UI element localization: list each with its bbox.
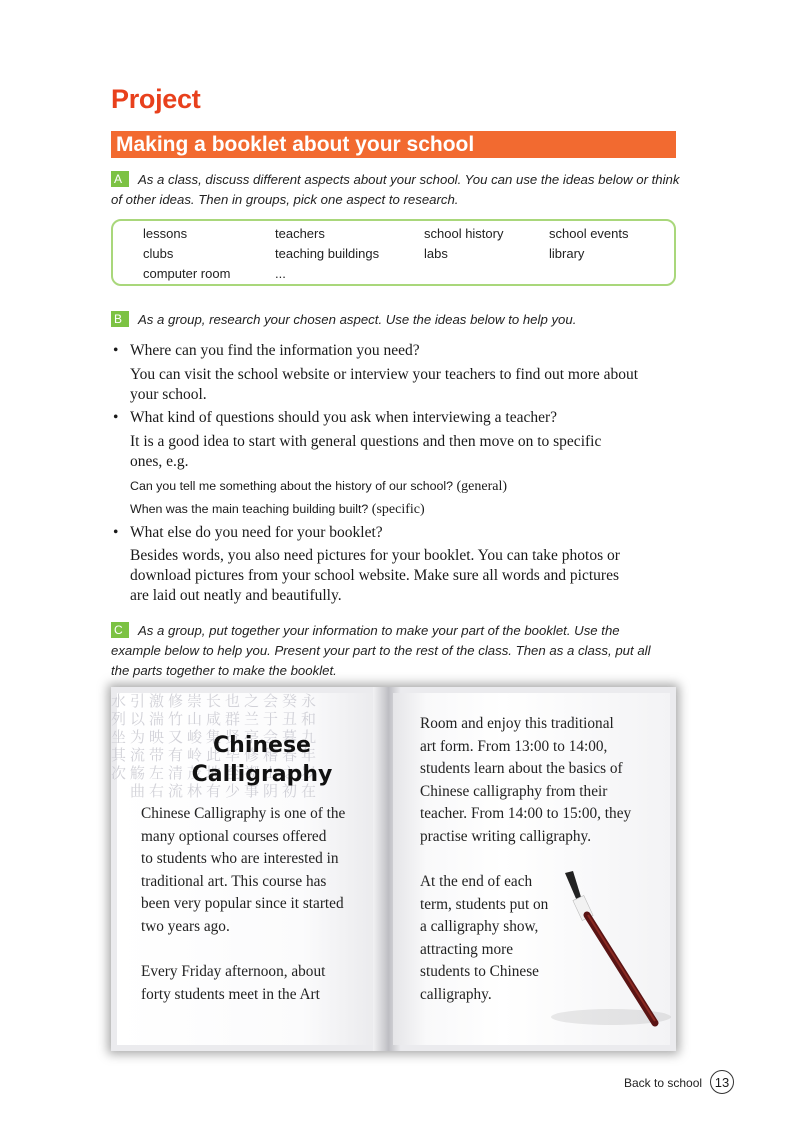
idea-item: school history [424,226,504,241]
booklet-left-page [109,693,382,1045]
step-c-instruction: C As a group, put together your information to make your part of the booklet. Use the example below to help you. Present your part to the rest of the class. Then as a class, put all the parts together to make the booklet. [111,623,651,678]
step-a-instruction [111,170,681,210]
booklet-right-paragraph-2: At the end of each term, students put on a calligraphy show, attracting more students to Chinese calligraphy. [420,873,549,1003]
calligraphy-brush-image [551,867,671,1027]
bullet-question-3: • What else do you need for your booklet? [113,524,383,541]
idea-item: school events [549,226,629,241]
booklet-right-paragraph-1: Room and enjoy this traditional art form. From 13:00 to 14:00, students learn about the basics of Chinese calligraphy from their teacher. From 14:00 to 15:00, they practise writing calligraphy. [420,715,632,845]
idea-item: lessons [143,226,188,241]
idea-item: teaching buildings [275,246,380,261]
bullet-question-1: • Where can you find the information you need? [113,342,420,359]
answer-3-line: download pictures from your school website. Make sure all words and pictures [130,567,619,584]
answer-2-line: It is a good idea to start with general questions and then move on to specific [130,433,602,450]
idea-item: library [549,246,585,261]
example-question-1: Can you tell me something about the history of our school? (general) [130,479,508,494]
calligraphy-background-image: 永和九年岁在癸丑暮春之初会于会稽山阴之兰亭修禊事也群贤毕至少长咸集此地有崇山峻岭茂林修竹又有清流激湍映带左右引以为流觞曲水列坐其次 [109,693,317,801]
step-b-instruction [111,310,681,330]
answer-3-line: Besides words, you also need pictures for your booklet. You can take photos or [130,547,620,564]
step-b-text: As a group, research your chosen aspect. Use the ideas below to help you. [138,312,577,327]
ideas-box [111,219,676,286]
footer-unit-label: Back to school [624,1076,703,1090]
idea-item: computer room [143,266,231,281]
step-a-letter: A [111,171,129,187]
booklet-example [111,687,676,1051]
answer-2-line: ones, e.g. [130,453,189,470]
idea-item: labs [424,246,448,261]
answer-3-line: are laid out neatly and beautifully. [130,587,342,604]
answer-1-line: You can visit the school website or interview your teachers to find out more about [130,366,639,383]
answer-1-line: your school. [130,386,207,403]
booklet-left-paragraph-1: Chinese Calligraphy is one of the many optional courses offered to students who are interested in traditional art. This course has been very popular since it started two years ago. [141,805,346,935]
idea-item: clubs [143,246,174,261]
section-banner: Making a booklet about your school [111,131,676,158]
step-a-text: As a class, discuss different aspects about your school. You can use the ideas below or think of other ideas. Then in groups, pick one aspect to research. [111,172,680,207]
bullet-question-2: • What kind of questions should you ask when interviewing a teacher? [113,409,557,426]
idea-item: ... [275,266,286,281]
step-b-letter: B [111,311,129,327]
example-question-2: When was the main teaching building built? (specific) [130,502,425,517]
page-number: 13 [710,1070,734,1094]
step-c-letter: C [111,622,129,638]
booklet-heading: Chinese Calligraphy [191,733,333,787]
booklet-left-paragraph-2: Every Friday afternoon, about forty students meet in the Art [141,963,326,1003]
project-title: Project [111,84,201,114]
idea-item: teachers [275,226,325,241]
